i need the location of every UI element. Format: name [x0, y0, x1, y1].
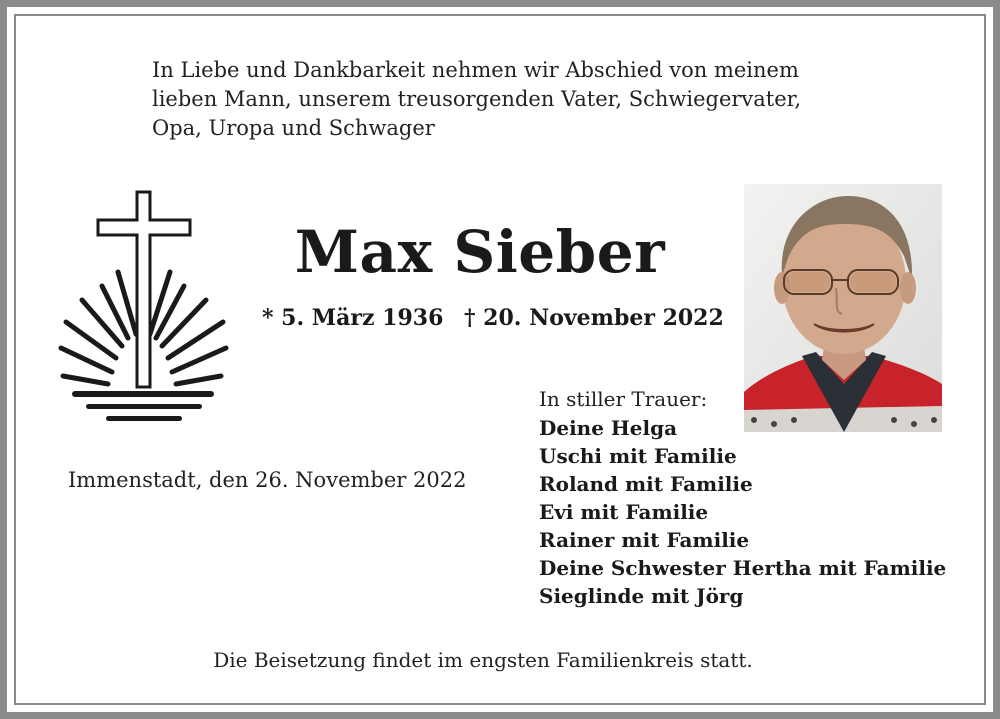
birth-date: * 5. März 1936	[262, 305, 444, 331]
intro-text	[152, 56, 832, 143]
mourner-name: Uschi mit Familie	[539, 444, 737, 468]
death-date: † 20. November 2022	[464, 305, 724, 331]
funeral-note: Die Beisetzung findet im engsten Familienkreis statt.	[213, 648, 753, 672]
mourners-block	[539, 386, 946, 610]
mourner-name: Deine Helga	[539, 416, 678, 440]
deceased-name: Max Sieber	[294, 218, 666, 286]
intro-line: In Liebe und Dankbarkeit nehmen wir Abschied von meinem	[152, 58, 799, 82]
mourners-list	[539, 414, 946, 610]
mourner-name: Roland mit Familie	[539, 472, 753, 496]
intro-line: Opa, Uropa und Schwager	[152, 116, 435, 140]
mourner-name: Rainer mit Familie	[539, 528, 750, 552]
mourner-name: Evi mit Familie	[539, 500, 709, 524]
mourner-name: Deine Schwester Hertha mit Familie	[539, 556, 947, 580]
place-date: Immenstadt, den 26. November 2022	[68, 468, 467, 492]
intro-line: lieben Mann, unserem treusorgenden Vater, Schwiegervater,	[152, 87, 802, 111]
mourners-heading: In stiller Trauer:	[539, 387, 708, 411]
cross-sunrise-icon	[56, 188, 236, 430]
mourner-name: Sieglinde mit Jörg	[539, 584, 744, 608]
